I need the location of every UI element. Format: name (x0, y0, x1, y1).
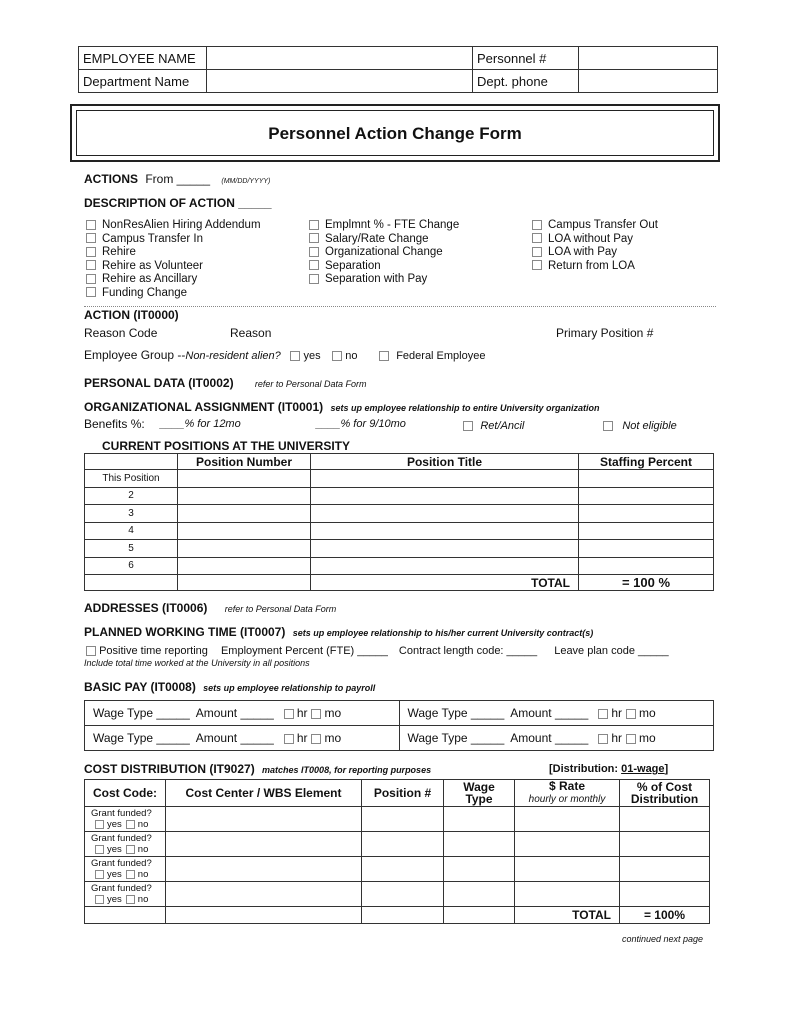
addresses-note: refer to Personal Data Form (224, 604, 337, 614)
org-assignment-row (84, 400, 600, 414)
nonres-yes-checkbox[interactable] (290, 351, 300, 361)
grant-yes-checkbox[interactable] (95, 895, 104, 904)
action-option-item-label: Salary/Rate Change (325, 232, 429, 245)
hr-checkbox[interactable] (598, 709, 608, 719)
rate-cell[interactable] (515, 832, 620, 857)
cost-total-label: TOTAL (515, 907, 620, 924)
checkbox[interactable] (309, 260, 319, 270)
basic-pay-cell (85, 701, 400, 726)
position-row-label: 6 (85, 557, 178, 575)
divider (84, 306, 716, 307)
ret-ancil-row (463, 418, 524, 432)
position-row-label: 5 (85, 540, 178, 558)
org-assignment-note: sets up employee relationship to entire University organization (330, 403, 600, 413)
nonres-yes-label: yes (303, 350, 321, 362)
grant-no-label: no (137, 869, 149, 880)
grant-no-checkbox[interactable] (126, 870, 135, 879)
grant-no-checkbox[interactable] (126, 820, 135, 829)
grant-yes-label: yes (107, 819, 122, 830)
grant-no-label: no (137, 894, 149, 905)
checkbox[interactable] (86, 260, 96, 270)
distribution-indicator: [Distribution: 01-wage] (549, 763, 669, 775)
position-number-cell[interactable] (178, 522, 311, 540)
checkbox[interactable] (532, 220, 542, 230)
position-row-label: 2 (85, 487, 178, 505)
cost-distribution-row (85, 882, 710, 907)
position-row (85, 540, 714, 558)
hr-label: hr (296, 731, 308, 745)
action-option-item-label: Funding Change (102, 286, 188, 299)
dept-phone-field[interactable] (579, 70, 718, 93)
position-row (85, 522, 714, 540)
wage-type-cell[interactable] (444, 857, 515, 882)
benefits-12mo[interactable]: ____% for 12mo (160, 418, 241, 430)
staffing-percent-cell[interactable] (579, 540, 714, 558)
federal-employee-checkbox[interactable] (379, 351, 389, 361)
basic-pay-row (84, 680, 375, 694)
position-title-cell[interactable] (311, 470, 579, 488)
checkbox[interactable] (532, 233, 542, 243)
personnel-number-field[interactable] (579, 47, 718, 70)
benefits-label: Benefits %: (84, 417, 145, 431)
percent-cell[interactable] (620, 882, 710, 907)
addresses-row (84, 601, 336, 615)
positions-total-value: = 100 % (579, 575, 714, 591)
grant-funded-label: Grant funded? (91, 883, 152, 894)
wage-type-field[interactable]: Wage Type _____ (93, 706, 190, 720)
employment-percent-field[interactable]: Employment Percent (FTE) _____ (220, 645, 388, 657)
planned-time-fields (86, 645, 669, 657)
position-number-cell[interactable] (178, 540, 311, 558)
planned-time-label: PLANNED WORKING TIME (IT0007) (84, 625, 286, 639)
checkbox[interactable] (86, 247, 96, 257)
action-option-item-label: Campus Transfer In (102, 232, 203, 245)
ret-ancil-label: Ret/Ancil (480, 420, 525, 432)
page-title: Personnel Action Change Form (268, 124, 522, 143)
action-option-item[interactable] (86, 246, 261, 260)
mo-checkbox[interactable] (626, 709, 636, 719)
wage-type-cell[interactable] (444, 832, 515, 857)
personal-data-note: refer to Personal Data Form (254, 379, 367, 389)
position-row (85, 505, 714, 523)
employee-name-label: EMPLOYEE NAME (79, 47, 207, 70)
actions-label: ACTIONS (84, 172, 138, 186)
wage-type-header: Wage Type (444, 780, 515, 807)
position-row-label: This Position (85, 470, 178, 488)
hr-checkbox[interactable] (598, 734, 608, 744)
action-option-item-label: Separation (325, 259, 381, 272)
grant-yes-label: yes (107, 869, 122, 880)
cost-distribution-table (84, 779, 710, 924)
rate-cell[interactable] (515, 857, 620, 882)
positive-time-checkbox[interactable] (86, 646, 96, 656)
hr-label: hr (611, 731, 622, 745)
cost-distribution-row (85, 832, 710, 857)
basic-pay-row (85, 701, 714, 726)
position-title-header: Position Title (311, 454, 579, 470)
actions-from[interactable]: From _____ (145, 172, 211, 186)
position-row (85, 557, 714, 575)
grant-no-checkbox[interactable] (126, 895, 135, 904)
position-row-label: 4 (85, 522, 178, 540)
mo-label: mo (324, 706, 342, 720)
position-row (85, 470, 714, 488)
rate-cell[interactable] (515, 807, 620, 832)
action-option-item-label: Separation with Pay (325, 273, 428, 285)
planned-time-note: sets up employee relationship to his/her current University contract(s) (292, 628, 594, 638)
basic-pay-table (84, 700, 714, 751)
planned-time-include-note: Include total time worked at the University in all positions (84, 658, 310, 668)
addresses-label: ADDRESSES (IT0006) (84, 601, 208, 615)
grant-funded-cell (85, 857, 166, 882)
staffing-percent-cell[interactable] (579, 522, 714, 540)
percent-cell[interactable] (620, 857, 710, 882)
current-positions-title: CURRENT POSITIONS AT THE UNIVERSITY (102, 439, 351, 453)
not-eligible-label: Not eligible (622, 420, 677, 432)
basic-pay-cell (399, 701, 714, 726)
checkbox[interactable] (86, 274, 96, 284)
staffing-percent-cell[interactable] (579, 470, 714, 488)
position-number-cell[interactable] (178, 505, 311, 523)
action-option-item-label: Rehire as Volunteer (102, 259, 204, 272)
cost-center-cell[interactable] (166, 857, 362, 882)
action-option-item[interactable] (309, 233, 459, 247)
checkbox[interactable] (532, 260, 542, 270)
mo-label: mo (638, 731, 656, 745)
position-title-cell[interactable] (311, 522, 579, 540)
staffing-percent-cell[interactable] (579, 557, 714, 575)
position-number-cell[interactable] (362, 857, 444, 882)
checkbox[interactable] (86, 287, 96, 297)
hr-checkbox[interactable] (284, 734, 294, 744)
description-col1 (86, 219, 261, 300)
grant-funded-cell (85, 882, 166, 907)
position-number-cell[interactable] (178, 487, 311, 505)
action-option-item-label: LOA without Pay (548, 232, 634, 245)
cost-total-value: = 100% (620, 907, 710, 924)
staffing-percent-cell[interactable] (579, 487, 714, 505)
action-option-item-label: Rehire as Ancillary (102, 273, 198, 285)
department-name-field[interactable] (207, 70, 473, 93)
employee-group-label: Employee Group -- (84, 348, 186, 362)
description-col2 (309, 219, 459, 287)
description-label: DESCRIPTION OF ACTION _____ (84, 196, 272, 210)
checkbox[interactable] (86, 233, 96, 243)
position-number-header: Position Number (178, 454, 311, 470)
grant-funded-label: Grant funded? (91, 808, 152, 819)
cost-distribution-row (84, 762, 431, 776)
nonres-no-checkbox[interactable] (332, 351, 342, 361)
distribution-value: 01-wage (621, 763, 665, 775)
nonres-question: Non-resident alien? (185, 350, 281, 362)
position-number-cell[interactable] (178, 470, 311, 488)
checkbox[interactable] (309, 247, 319, 257)
org-assignment-label: ORGANIZATIONAL ASSIGNMENT (IT0001) (84, 400, 324, 414)
percent-cell[interactable] (620, 807, 710, 832)
checkbox[interactable] (309, 233, 319, 243)
federal-employee-label: Federal Employee (396, 350, 486, 362)
cost-code-header: Cost Code: (85, 780, 166, 807)
grant-funded-cell (85, 832, 166, 857)
cost-center-header: Cost Center / WBS Element (166, 780, 362, 807)
benefits-910mo[interactable]: ____% for 9/10mo (316, 418, 406, 430)
action-option-item[interactable] (532, 219, 658, 233)
amount-field[interactable]: Amount _____ (510, 731, 589, 745)
checkbox[interactable] (309, 274, 319, 284)
percent-cell[interactable] (620, 832, 710, 857)
action-it0000-label: ACTION (IT0000) (84, 308, 179, 322)
planned-time-row (84, 625, 593, 639)
mo-checkbox[interactable] (311, 709, 321, 719)
grant-no-label: no (137, 844, 149, 855)
wage-type-field[interactable]: Wage Type _____ (407, 731, 505, 745)
cost-distribution-label: COST DISTRIBUTION (IT9027) (84, 762, 255, 776)
not-eligible-checkbox[interactable] (603, 421, 613, 431)
position-title-cell[interactable] (311, 505, 579, 523)
staffing-percent-header: Staffing Percent (579, 454, 714, 470)
rate-cell[interactable] (515, 882, 620, 907)
action-option-item-label: Return from LOA (548, 259, 635, 272)
checkbox[interactable] (86, 220, 96, 230)
grant-yes-checkbox[interactable] (95, 870, 104, 879)
position-number-cell[interactable] (178, 557, 311, 575)
personnel-number-label: Personnel # (473, 47, 579, 70)
positions-total-label: TOTAL (311, 575, 579, 591)
grant-funded-label: Grant funded? (91, 833, 152, 844)
personal-data-label: PERSONAL DATA (IT0002) (84, 376, 234, 390)
action-option-item[interactable] (309, 246, 459, 260)
position-row-label: 3 (85, 505, 178, 523)
cost-distribution-note: matches IT0008, for reporting purposes (262, 765, 432, 775)
positive-time-label: Positive time reporting (99, 645, 208, 657)
employee-name-field[interactable] (207, 47, 473, 70)
hr-label: hr (296, 706, 308, 720)
amount-field[interactable]: Amount _____ (195, 731, 274, 745)
action-option-item[interactable] (86, 233, 261, 247)
hr-label: hr (611, 706, 622, 720)
nonres-no-label: no (345, 350, 358, 362)
action-option-item[interactable] (86, 219, 261, 233)
ret-ancil-checkbox[interactable] (463, 421, 473, 431)
mo-checkbox[interactable] (311, 734, 321, 744)
grant-yes-label: yes (107, 844, 122, 855)
description-col3 (532, 219, 658, 273)
leave-plan-field[interactable]: Leave plan code _____ (554, 645, 669, 657)
amount-field[interactable]: Amount _____ (195, 706, 274, 720)
not-eligible-row (603, 418, 677, 432)
current-positions-table (84, 453, 714, 591)
position-title-cell[interactable] (311, 540, 579, 558)
mo-label: mo (638, 706, 656, 720)
reason-label: Reason (230, 326, 272, 340)
cost-center-cell[interactable] (166, 882, 362, 907)
wage-type-field[interactable]: Wage Type _____ (407, 706, 505, 720)
cost-distribution-row (85, 857, 710, 882)
cost-center-cell[interactable] (166, 832, 362, 857)
grant-yes-checkbox[interactable] (95, 820, 104, 829)
basic-pay-cell (399, 726, 714, 751)
staffing-percent-cell[interactable] (579, 505, 714, 523)
reason-code-label: Reason Code (84, 326, 158, 340)
action-option-item-label: LOA with Pay (548, 246, 618, 258)
position-header: Position # (362, 780, 444, 807)
department-name-label: Department Name (79, 70, 207, 93)
grant-funded-cell (85, 807, 166, 832)
continued-next-page: continued next page (622, 934, 704, 944)
mo-checkbox[interactable] (626, 734, 636, 744)
personal-data-row (84, 376, 366, 390)
grant-funded-label: Grant funded? (91, 858, 152, 869)
basic-pay-label: BASIC PAY (IT0008) (84, 680, 196, 694)
contract-length-field[interactable]: Contract length code: _____ (398, 645, 538, 657)
action-option-item[interactable] (309, 260, 459, 274)
action-option-item[interactable] (86, 260, 261, 274)
employee-header-table (78, 46, 718, 93)
position-number-cell[interactable] (362, 832, 444, 857)
action-option-item[interactable] (532, 260, 658, 274)
position-title-cell[interactable] (311, 557, 579, 575)
action-option-item[interactable] (532, 246, 658, 260)
action-option-item[interactable] (309, 219, 459, 233)
action-option-item-label: Rehire (102, 246, 136, 258)
rate-header: $ Rate hourly or monthly (515, 780, 620, 807)
action-option-item[interactable] (532, 233, 658, 247)
grant-no-checkbox[interactable] (126, 845, 135, 854)
basic-pay-cell (85, 726, 400, 751)
cost-center-cell[interactable] (166, 807, 362, 832)
position-number-cell[interactable] (362, 882, 444, 907)
action-option-item[interactable] (309, 273, 459, 287)
actions-date-hint: (MM/DD/YYYY) (221, 178, 271, 185)
cost-distribution-row (85, 807, 710, 832)
hr-checkbox[interactable] (284, 709, 294, 719)
employee-group-row (84, 348, 485, 362)
position-number-cell[interactable] (362, 807, 444, 832)
wage-type-cell[interactable] (444, 807, 515, 832)
primary-position-label: Primary Position # (556, 326, 654, 340)
checkbox[interactable] (309, 220, 319, 230)
grant-yes-label: yes (107, 894, 122, 905)
grant-yes-checkbox[interactable] (95, 845, 104, 854)
position-title-cell[interactable] (311, 487, 579, 505)
position-row (85, 487, 714, 505)
action-option-item[interactable] (86, 273, 261, 287)
mo-label: mo (324, 731, 342, 745)
amount-field[interactable]: Amount _____ (510, 706, 589, 720)
action-option-item-label: Organizational Change (325, 246, 443, 258)
actions-row (84, 172, 270, 186)
basic-pay-row (85, 726, 714, 751)
action-option-item[interactable] (86, 287, 261, 301)
grant-no-label: no (137, 819, 149, 830)
basic-pay-note: sets up employee relationship to payroll (203, 683, 376, 693)
dept-phone-label: Dept. phone (473, 70, 579, 93)
wage-type-field[interactable]: Wage Type _____ (93, 731, 190, 745)
pct-header: % of Cost Distribution (620, 780, 710, 807)
wage-type-cell[interactable] (444, 882, 515, 907)
checkbox[interactable] (532, 247, 542, 257)
action-option-item-label: Campus Transfer Out (548, 219, 658, 231)
action-option-item-label: Emplmnt % - FTE Change (325, 219, 460, 231)
action-option-item-label: NonResAlien Hiring Addendum (102, 219, 261, 231)
